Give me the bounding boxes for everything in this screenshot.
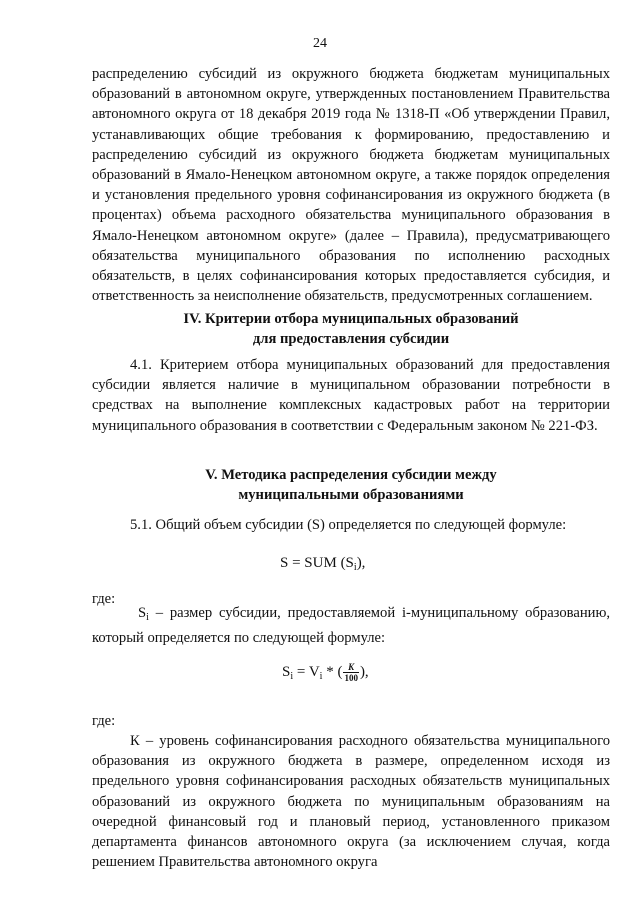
paragraph-4-1: 4.1. Критерием отбора муниципальных образований для предоставления субсидии является наличие в муниципальном образовании потребности в средствах на выполнение комплексных кадастровых работ на территории муниципального образования в соответствии с Федеральным законом № 221-ФЗ. bbox=[92, 357, 610, 434]
k-definition: К – уровень софинансирования расходного обязательства муниципального образования из окружного бюджета в размере, определенном исходя из предельного уровня софинансирования расходных обязательств муниципальных образований из окружного бюджета по муниципальным образованиям на очередной финансовый год и плановый период, установленного приказом департамента финансов автономного округа (за исключением случая, когда решением Правительства автономного округа bbox=[92, 733, 610, 871]
formula-total-subsidy: S = SUM $(S_i)$, bbox=[280, 555, 366, 573]
section-5-heading-line-1: V. Методика распределения субсидии между bbox=[205, 467, 497, 483]
section-5-heading-line-2: муниципальными образованиями bbox=[238, 487, 464, 504]
paragraph-5-1: 5.1. Общий объем субсидии (S) определяется по следующей формуле: bbox=[130, 517, 567, 533]
where-label-1: где: bbox=[92, 591, 116, 607]
section-4-heading-line-1: IV. Критерии отбора муниципальных образований bbox=[183, 311, 519, 327]
where-label-2: где: bbox=[92, 713, 116, 729]
si-definition: $S_i$ – размер субсидии, предоставляемой i-муниципальному образованию, который определяется по следующей формуле: bbox=[92, 605, 610, 647]
section-4-heading-line-2: для предоставления субсидии bbox=[252, 331, 450, 348]
intro-paragraph: распределению субсидий из окружного бюджета бюджетам муниципальных образований в автономном округе, утвержденных постановлением Правительства автономного округа от 18 декабря 2019 года № 1318-П «Об утверждении Правил, устанавливающих общие требования к формированию, предоставлению и распределению субсидий из окружного бюджета бюджетам муниципальных образований в Ямало-Ненецком автономном округе, а также порядок определения и установления предельного уровня софинансирования из окружного бюджета (в процентах) объема расходного обязательства муниципального образования в Ямало-Ненецком автономном округе» (далее – Правила), предусматривающего обязательства муниципального образования по исполнению расходных обязательств, в целях софинансирования которых предоставляется субсидия, и ответственность за неисполнение обязательств, предусмотренных соглашением. bbox=[92, 66, 610, 305]
fraction-k-over-100: $\frac{K}{100}$ bbox=[344, 662, 358, 684]
formula-subsidy-i: $S_i = V_i$ * ( $\frac{K}{100}$ ), bbox=[282, 662, 369, 684]
section-5-heading bbox=[92, 465, 610, 506]
page-number: 24 bbox=[313, 36, 327, 51]
section-4-heading bbox=[92, 309, 610, 350]
